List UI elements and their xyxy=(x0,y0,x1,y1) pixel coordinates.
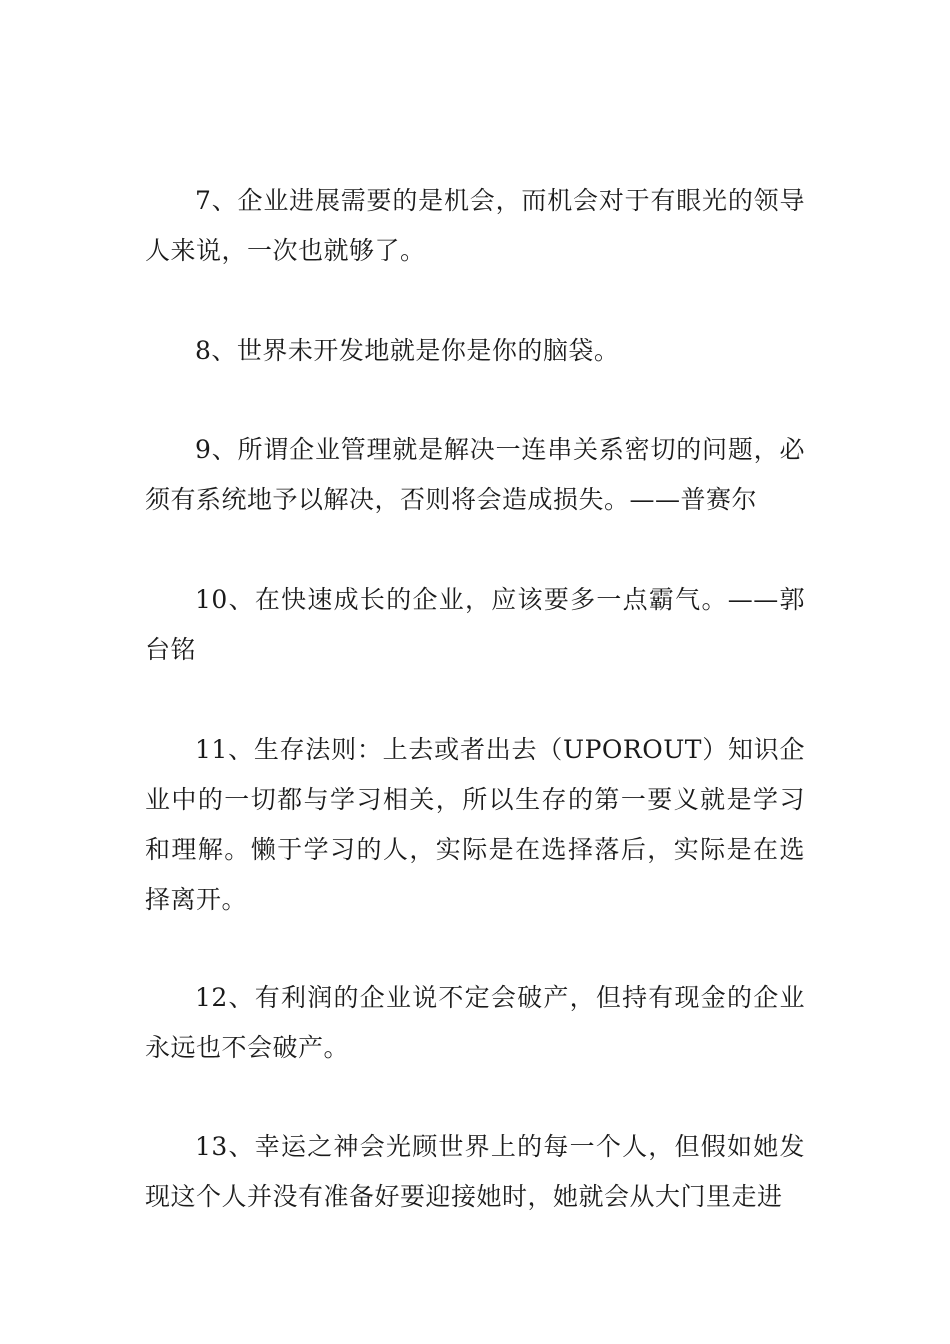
quote-paragraph-7: 7、企业进展需要的是机会，而机会对于有眼光的领导人来说，一次也就够了。 xyxy=(145,186,805,265)
quote-paragraph-13: 13、幸运之神会光顾世界上的每一个人，但假如她发现这个人并没有准备好要迎接她时，她就会从大门里走进 xyxy=(145,1132,805,1211)
quote-paragraph-10: 10、在快速成长的企业，应该要多一点霸气。——郭台铭 xyxy=(145,585,805,664)
quote-paragraph-12: 12、有利润的企业说不定会破产，但持有现金的企业永远也不会破产。 xyxy=(145,983,805,1062)
quote-paragraph-11: 11、生存法则：上去或者出去（UPOROUT）知识企业中的一切都与学习相关，所以生存的第一要义就是学习和理解。懒于学习的人，实际是在选择落后，实际是在选择离开。 xyxy=(145,735,805,914)
quote-paragraph-8: 8、世界未开发地就是你是你的脑袋。 xyxy=(195,336,620,365)
quote-paragraph-9: 9、所谓企业管理就是解决一连串关系密切的问题，必须有系统地予以解决，否则将会造成损失。——普赛尔 xyxy=(145,435,805,514)
